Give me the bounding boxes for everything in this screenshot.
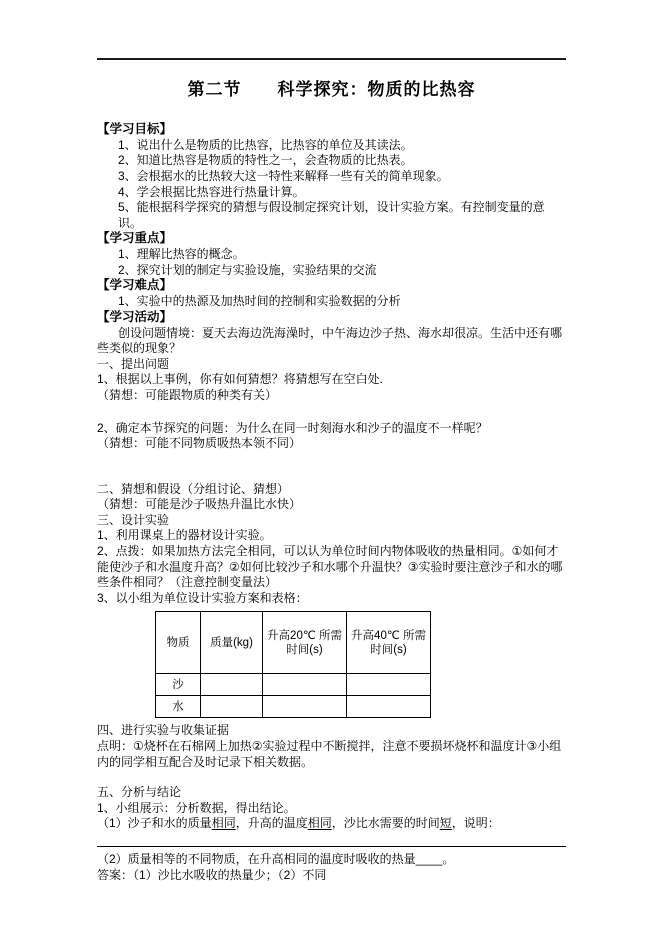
section4-note: 点明：①烧杯在石棉网上加热②实验过程中不断搅拌，注意不要损坏烧杯和温度计③小组内的同学相互配合及时记录下相关数据。 [97, 739, 562, 769]
focus-item: 1、理解比热容的概念。 [118, 247, 245, 262]
conclusion-1-segment: （1）沙子和水的质量 [97, 816, 212, 831]
section2-heading: 二、猜想和假设（分组讨论、猜想） [97, 481, 290, 496]
section1-heading: 一、提出问题 [97, 356, 170, 371]
difficulty-header: 【学习难点】 [97, 278, 173, 293]
focus-header: 【学习重点】 [97, 231, 173, 246]
blank-space [97, 404, 566, 421]
section1-guess2: （猜想：可能不同物质吸热本领不同） [97, 436, 302, 451]
activity-header: 【学习活动】 [97, 309, 173, 324]
section-divider [97, 846, 566, 847]
table-cell-time20 [263, 674, 347, 696]
conclusion-1-underlined: 相同 [307, 816, 332, 831]
section3-item2: 2、点拨：如果加热方法完全相同，可以认为单位时间内物体吸收的热量相同。①如何才能使沙子和水温度升高？②如何比较沙子和水哪个升温快？③实验时要注意沙子和水的哪些条件相同？（注意控制变量法） [97, 544, 563, 590]
top-divider [97, 58, 566, 60]
table-header-time20: 升高20℃ 所需时间(s) [263, 612, 347, 674]
conclusion-2-text: （2）质量相等的不同物质，在升高相同的温度时吸收的热量 [97, 852, 416, 866]
section1-item2: 2、确定本节探究的问题：为什么在同一时刻海水和沙子的温度不一样呢？ [97, 420, 488, 435]
objective-item: 4、学会根据比热容进行热量计算。 [118, 184, 305, 199]
conclusion-1-segment: ，升高的温度 [235, 816, 308, 831]
experiment-table [155, 611, 431, 718]
objective-item: 5、能根据科学探究的猜想与假设制定探究计划，设计实验方案。有控制变量的意识。 [118, 200, 545, 230]
section5-item1: 1、小组展示：分析数据，得出结论。 [97, 800, 296, 815]
table-row [156, 674, 431, 696]
objectives-header: 【学习目标】 [97, 122, 173, 136]
conclusion-1-underlined: 相同 [211, 816, 236, 831]
conclusion-1-segment: ，说明： [451, 816, 500, 831]
section3-item3: 3、以小组为单位设计实验方案和表格： [97, 590, 308, 605]
conclusion-1 [97, 816, 566, 832]
objective-item: 3、会根据水的比热较大这一特性来解释一些有关的简单现象。 [118, 168, 449, 183]
conclusion-2 [97, 852, 566, 868]
table-row [156, 696, 431, 718]
section3-heading: 三、设计实验 [97, 512, 170, 527]
table-cell-substance: 沙 [156, 674, 201, 696]
conclusion-1-underlined: 短 [439, 816, 452, 831]
table-cell-time40 [347, 674, 431, 696]
table-header-substance: 物质 [156, 612, 201, 674]
section5-heading: 五、分析与结论 [97, 785, 182, 800]
answer-blank: ____ [415, 852, 443, 866]
table-cell-mass [201, 696, 263, 718]
table-header-row [156, 612, 431, 674]
section4-heading: 四、进行实验与收集证据 [97, 723, 230, 738]
conclusion-1-segment: ，沙比水需要的时间 [331, 816, 440, 831]
section3-item1: 1、利用课桌上的器材设计实验。 [97, 528, 272, 543]
blank-space [97, 452, 566, 482]
objective-item: 2、知道比热容是物质的特性之一，会查物质的比热表。 [118, 153, 413, 168]
table-cell-time40 [347, 696, 431, 718]
conclusion-2-period: 。 [442, 852, 455, 866]
section2-guess: （猜想：可能是沙子吸热升温比水快） [97, 497, 302, 512]
section1-item1: 1、根据以上事例，你有如何猜想？将猜想写在空白处. [97, 372, 384, 387]
table-cell-mass [201, 674, 263, 696]
page-title: 第二节 科学探究：物质的比热容 [187, 80, 476, 99]
table-header-time40: 升高40℃ 所需时间(s) [347, 612, 431, 674]
blank-space [97, 770, 566, 785]
focus-item: 2、探究计划的制定与实验设施，实验结果的交流 [118, 262, 377, 277]
table-cell-substance: 水 [156, 696, 201, 718]
answer-line: 答案：（1）沙比水吸收的热量少；（2）不同 [97, 867, 327, 882]
objective-item: 1、说出什么是物质的比热容，比热容的单位及其读法。 [118, 137, 413, 152]
section1-guess1: （猜想：可能跟物质的种类有关） [97, 387, 278, 402]
difficulty-item: 1、实验中的热源及加热时间的控制和实验数据的分析 [118, 294, 401, 309]
table-header-mass: 质量(kg) [201, 612, 263, 674]
activity-intro: 创设问题情境：夏天去海边洗海澡时，中午海边沙子热、海水却很凉。生活中还有哪些类似的现象？ [97, 325, 563, 356]
table-cell-time20 [263, 696, 347, 718]
